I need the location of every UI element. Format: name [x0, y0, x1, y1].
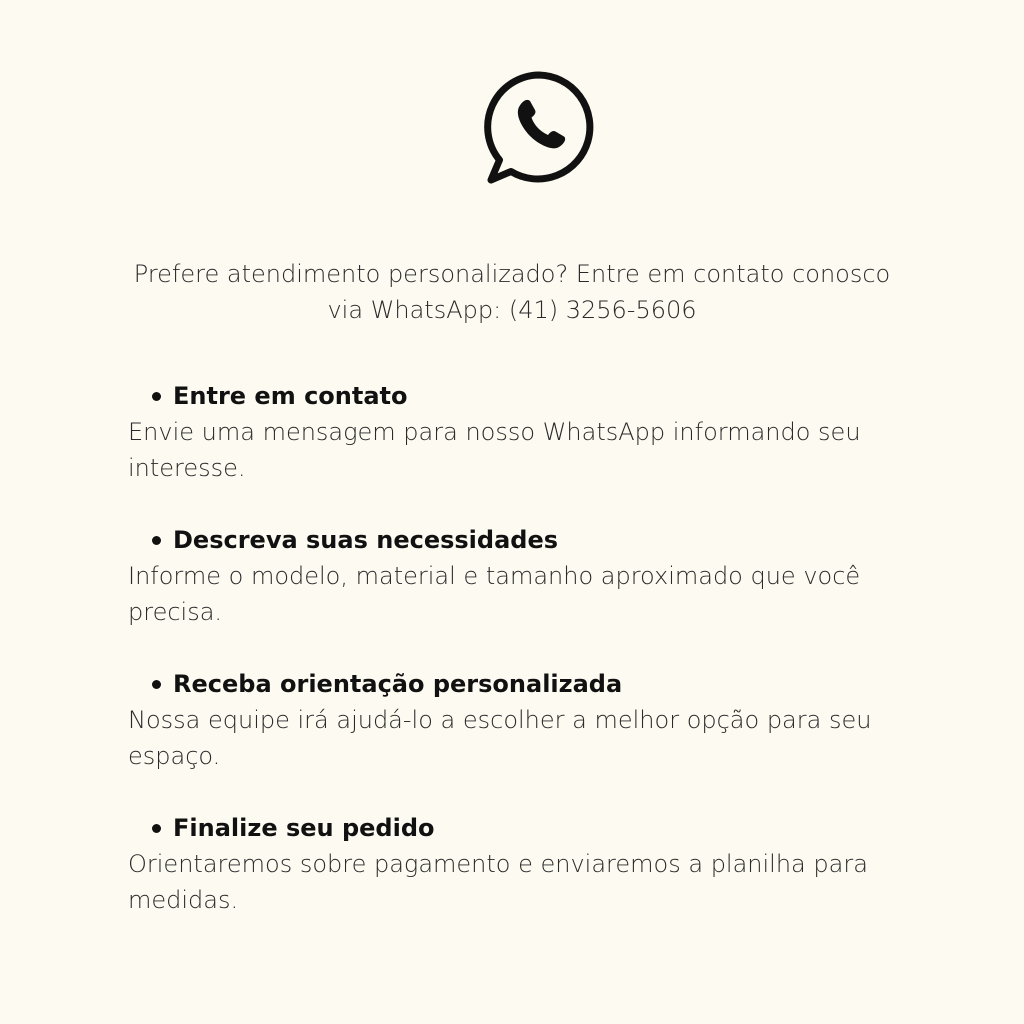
step-description: Orientaremos sobre pagamento e enviaremos a planilha para medidas.	[128, 850, 868, 914]
step-description: Informe o modelo, material e tamanho aproximado que você precisa.	[128, 562, 861, 626]
intro-line-2: via WhatsApp: (41) 3256-5606	[327, 296, 697, 324]
step-item	[128, 522, 908, 630]
whatsapp-icon	[478, 68, 600, 190]
steps-list	[128, 378, 908, 954]
step-title-text: Receba orientação personalizada	[173, 670, 623, 698]
step-description: Envie uma mensagem para nosso WhatsApp informando seu interesse.	[128, 418, 861, 482]
step-title-text: Descreva suas necessidades	[173, 526, 559, 554]
step-title	[128, 810, 908, 846]
intro-line-1: Prefere atendimento personalizado? Entre em contato conosco	[133, 260, 891, 288]
step-title-text: Finalize seu pedido	[173, 814, 435, 842]
intro-text	[112, 256, 912, 328]
step-item	[128, 810, 908, 918]
bullet-icon	[152, 680, 161, 689]
step-title	[128, 378, 908, 414]
bullet-icon	[152, 536, 161, 545]
step-item	[128, 666, 908, 774]
step-item	[128, 378, 908, 486]
step-title-text: Entre em contato	[173, 382, 408, 410]
step-title	[128, 522, 908, 558]
step-description: Nossa equipe irá ajudá-lo a escolher a melhor opção para seu espaço.	[128, 706, 872, 770]
bullet-icon	[152, 392, 161, 401]
bullet-icon	[152, 824, 161, 833]
step-title	[128, 666, 908, 702]
